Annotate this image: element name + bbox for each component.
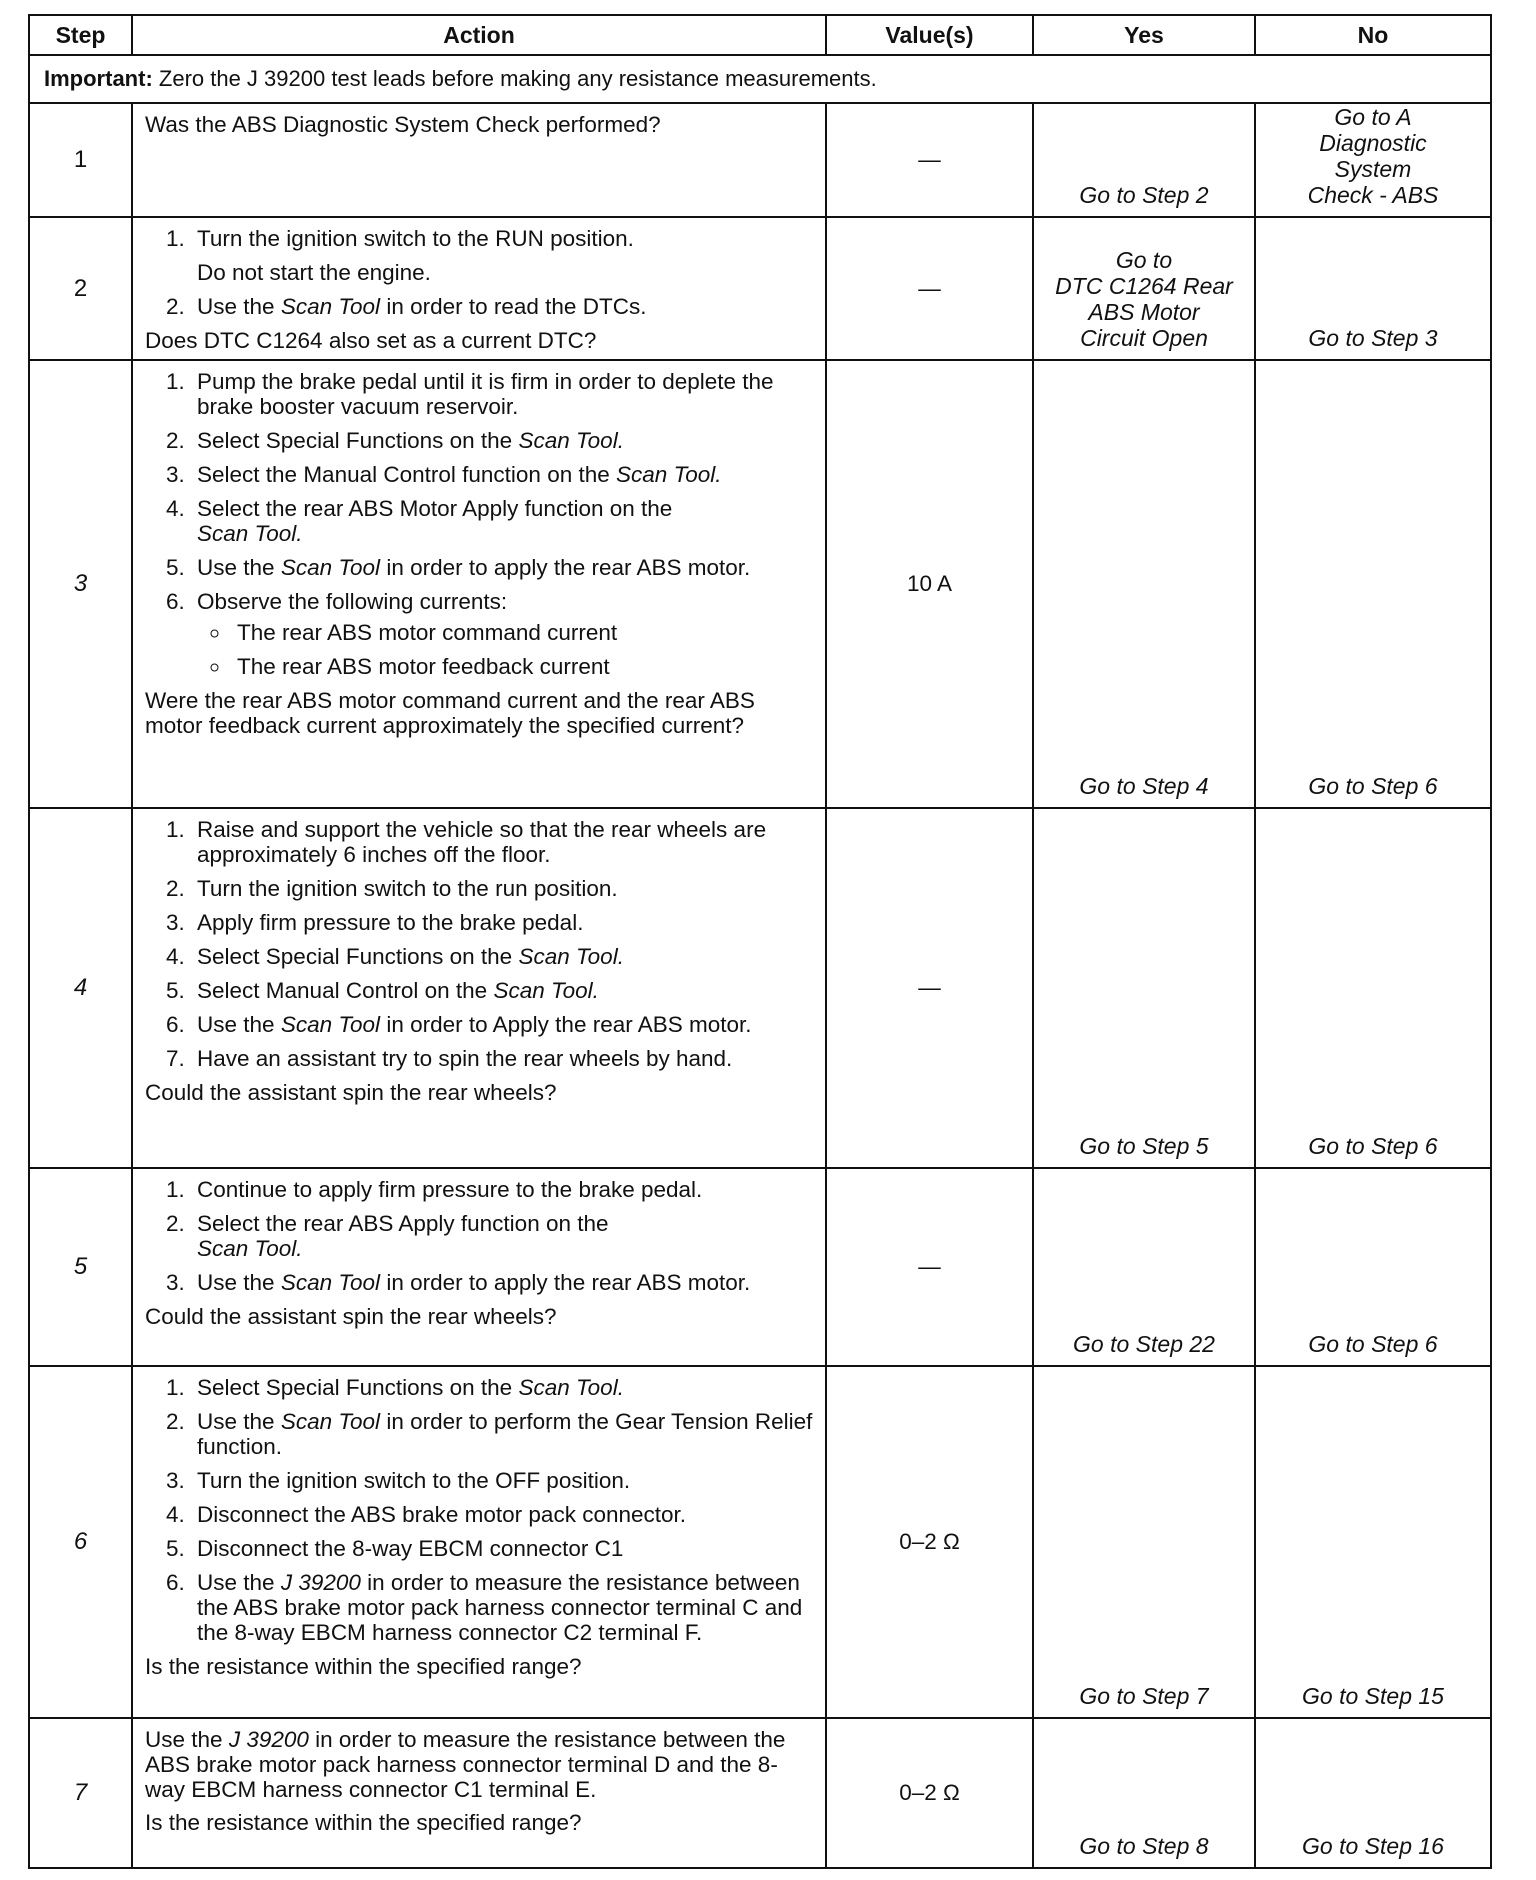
header-no: No — [1255, 15, 1491, 55]
yes-line: ABS Motor — [1088, 299, 1200, 325]
list-item: 2. Turn the ignition switch to the run position. — [191, 876, 813, 901]
table-row — [29, 1168, 1491, 1366]
step-question: Was the ABS Diagnostic System Check performed? — [145, 112, 661, 137]
step-number: 7 — [29, 1718, 132, 1868]
step-question: Is the resistance within the specified range? — [145, 1810, 582, 1835]
bullet-item: ◦ The rear ABS motor command current — [231, 620, 813, 645]
diagnostic-table — [28, 14, 1492, 1869]
step-list — [145, 1177, 813, 1295]
list-item: 2. Use the Scan Tool in order to read the DTCs. — [191, 294, 813, 319]
list-item: 2. Select the rear ABS Apply function on the Scan Tool. — [191, 1211, 813, 1261]
yes-line: Go to — [1115, 247, 1173, 273]
step-no: Go to Step 16 — [1255, 1718, 1491, 1868]
no-line: Check - ABS — [1307, 182, 1439, 208]
step-action — [132, 360, 826, 808]
step-list — [145, 226, 813, 319]
step-action — [132, 217, 826, 360]
list-item: 3. Turn the ignition switch to the OFF position. — [191, 1468, 813, 1493]
list-item: 1. Turn the ignition switch to the RUN position. Do not start the engine. — [191, 226, 813, 285]
step-value: 0–2 Ω — [826, 1718, 1033, 1868]
step-question: Could the assistant spin the rear wheels? — [145, 1304, 557, 1329]
list-subnote: Do not start the engine. — [197, 260, 431, 285]
step-value: — — [826, 1168, 1033, 1366]
list-item: 4. Select Special Functions on the Scan Tool. — [191, 944, 813, 969]
step-value: 0–2 Ω — [826, 1366, 1033, 1718]
step-list — [145, 817, 813, 1071]
step-yes: Go to Step 7 — [1033, 1366, 1255, 1718]
step-yes: Go to Step 2 — [1033, 103, 1255, 217]
list-item: 3. Use the Scan Tool in order to apply the rear ABS motor. — [191, 1270, 813, 1295]
step-action — [132, 808, 826, 1168]
step-question: Could the assistant spin the rear wheels? — [145, 1080, 557, 1105]
step-no: Go to Step 3 — [1255, 217, 1491, 360]
list-item: 3. Select the Manual Control function on the Scan Tool. — [191, 462, 813, 487]
step-action — [132, 1366, 826, 1718]
step-yes: Go to Step 22 — [1033, 1168, 1255, 1366]
step-no: Go to Step 6 — [1255, 360, 1491, 808]
yes-line: Circuit Open — [1080, 325, 1208, 351]
list-item: 4. Disconnect the ABS brake motor pack connector. — [191, 1502, 813, 1527]
step-number: 1 — [29, 103, 132, 217]
list-item: 5. Disconnect the 8-way EBCM connector C1 — [191, 1536, 813, 1561]
step-instruction: Use the J 39200 in order to measure the resistance between the ABS brake motor pack harness connector terminal D and the 8-way EBCM harness connector C1 terminal E. — [145, 1727, 786, 1802]
list-item: 6. Use the J 39200 in order to measure the resistance between the ABS brake motor pack harness connector terminal C and the 8-way EBCM harness connector C2 terminal F. — [191, 1570, 813, 1645]
list-item: 7. Have an assistant try to spin the rear wheels by hand. — [191, 1046, 813, 1071]
table-row — [29, 808, 1491, 1168]
list-item: 1. Select Special Functions on the Scan Tool. — [191, 1375, 813, 1400]
table-row — [29, 360, 1491, 808]
step-question: Does DTC C1264 also set as a current DTC? — [145, 328, 597, 353]
list-item: 1. Pump the brake pedal until it is firm in order to deplete the brake booster vacuum reservoir. — [191, 369, 813, 419]
step-number: 6 — [29, 1366, 132, 1718]
table-row — [29, 1718, 1491, 1868]
list-item: 2. Use the Scan Tool in order to perform the Gear Tension Relief function. — [191, 1409, 813, 1459]
list-item: 4. Select the rear ABS Motor Apply function on the Scan Tool. — [191, 496, 813, 546]
header-values: Value(s) — [826, 15, 1033, 55]
step-yes: Go to Step 5 — [1033, 808, 1255, 1168]
step-action — [132, 103, 826, 217]
important-note — [29, 55, 1491, 103]
list-item: 3. Apply firm pressure to the brake pedal. — [191, 910, 813, 935]
bullet-item: ◦ The rear ABS motor feedback current — [231, 654, 813, 679]
table-row — [29, 217, 1491, 360]
list-item: 1. Raise and support the vehicle so that the rear wheels are approximately 6 inches off the floor. — [191, 817, 813, 867]
step-no: Go to Step 6 — [1255, 1168, 1491, 1366]
step-no — [1255, 103, 1491, 217]
no-line: Go to A — [1334, 104, 1412, 130]
step-no: Go to Step 6 — [1255, 808, 1491, 1168]
header-yes: Yes — [1033, 15, 1255, 55]
important-row — [29, 55, 1491, 103]
step-value: — — [826, 217, 1033, 360]
bullet-list — [197, 620, 813, 679]
step-question: Were the rear ABS motor command current and the rear ABS motor feedback current approximately the specified current? — [145, 688, 755, 738]
step-number: 4 — [29, 808, 132, 1168]
step-number: 2 — [29, 217, 132, 360]
list-item: 1. Continue to apply firm pressure to the brake pedal. — [191, 1177, 813, 1202]
step-action — [132, 1168, 826, 1366]
no-line: Diagnostic — [1319, 130, 1427, 156]
step-yes: Go to Step 4 — [1033, 360, 1255, 808]
step-value: 10 A — [826, 360, 1033, 808]
list-item: 5. Use the Scan Tool in order to apply the rear ABS motor. — [191, 555, 813, 580]
no-line: System — [1334, 156, 1412, 182]
table-row — [29, 103, 1491, 217]
important-label: Important: — [44, 66, 153, 91]
yes-line: DTC C1264 Rear — [1055, 273, 1233, 299]
step-value: — — [826, 808, 1033, 1168]
step-yes — [1033, 217, 1255, 360]
header-step: Step — [29, 15, 132, 55]
step-yes: Go to Step 8 — [1033, 1718, 1255, 1868]
step-list — [145, 1375, 813, 1645]
step-value: — — [826, 103, 1033, 217]
step-question: Is the resistance within the specified range? — [145, 1654, 582, 1679]
header-row — [29, 15, 1491, 55]
step-action — [132, 1718, 826, 1868]
table-row — [29, 1366, 1491, 1718]
diagnostic-page — [28, 14, 1490, 1869]
list-item: 2. Select Special Functions on the Scan Tool. — [191, 428, 813, 453]
step-no: Go to Step 15 — [1255, 1366, 1491, 1718]
list-item: 5. Select Manual Control on the Scan Tool. — [191, 978, 813, 1003]
list-item: 6. Use the Scan Tool in order to Apply the rear ABS motor. — [191, 1012, 813, 1037]
header-action: Action — [132, 15, 826, 55]
step-number: 3 — [29, 360, 132, 808]
step-list — [145, 369, 813, 679]
important-text: Zero the J 39200 test leads before making any resistance measurements. — [158, 66, 877, 91]
list-item: 6. Observe the following currents: ◦ The rear ABS motor command current ◦ The rear ABS motor feedback current — [191, 589, 813, 679]
step-number: 5 — [29, 1168, 132, 1366]
